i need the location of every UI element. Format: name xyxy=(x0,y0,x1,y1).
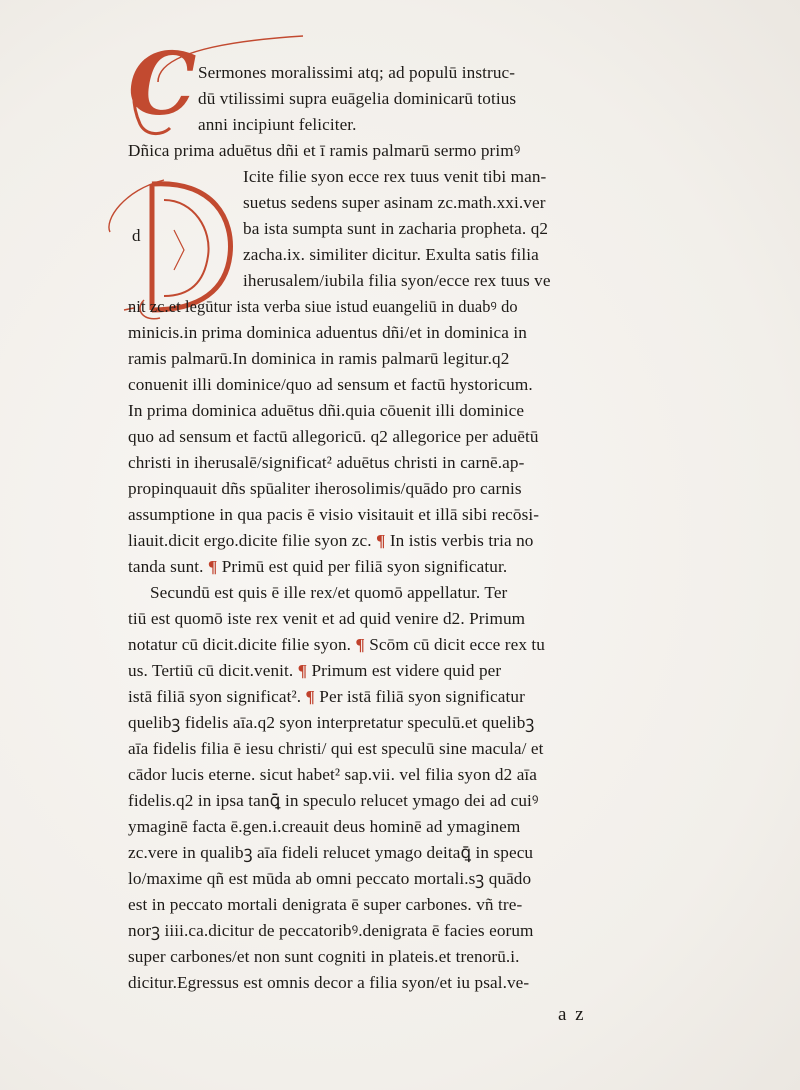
text-line: quo ad sensum et factū allegoricū. q2 allegorice per aduētū xyxy=(128,427,539,446)
paragraph-mark: ¶ xyxy=(355,635,365,654)
text-line: lo/maxime qñ est mūda ab omni peccato mortali.sꝫ quādo xyxy=(128,869,532,888)
text-line: cādor lucis eterne. sicut habet² sap.vii. vel filia syon d2 aīa xyxy=(128,765,538,784)
text-line: zc.vere in qualibꝫ aīa fideli relucet ymago deitaꝗ̄ in specu xyxy=(128,843,534,862)
text-line: notatur cū dicit.dicite filie syon. ¶ Scōm cū dicit ecce rex tu xyxy=(128,635,545,654)
text-line: zacha.ix. similiter dicitur. Exulta satis filia xyxy=(243,245,539,264)
text-line: super carbones/et non sunt cogniti in plateis.et trenorū.i. xyxy=(128,947,520,966)
text-line: istā filiā syon significat². ¶ Per istā filiā syon significatur xyxy=(128,687,525,706)
text-line: ramis palmarū.In dominica in ramis palmarū legitur.q2 xyxy=(128,349,510,368)
initial-c: C xyxy=(128,34,197,135)
text-line: norꝫ iiii.ca.dicitur de peccatoribꝰ.denigrata ē facies eorum xyxy=(128,921,534,940)
text-line: liauit.dicit ergo.dicite filie syon zc. ¶ In istis verbis tria no xyxy=(128,531,534,550)
text-line: dicitur.Egressus est omnis decor a filia syon/et iu psal.ve- xyxy=(128,973,530,992)
text-line: dū vtilissimi supra euāgelia dominicarū totius xyxy=(198,89,517,108)
text-line: Icite filie syon ecce rex tuus venit tibi man- xyxy=(243,167,547,186)
text-line: minicis.in prima dominica aduentus dñi/et in dominica in xyxy=(128,323,527,342)
text-line: propinquauit dñs spūaliter iherosolimis/quādo pro carnis xyxy=(128,479,522,498)
text-line: ymaginē facta ē.gen.i.creauit deus hominē ad ymaginem xyxy=(128,817,521,836)
text-line: nit zc.et legūtur ista verba siue istud euangeliū in duabꝰ do xyxy=(128,297,518,316)
text-line: suetus sedens super asinam zc.math.xxi.ver xyxy=(243,193,546,212)
text-line: anni incipiunt feliciter. xyxy=(198,115,357,134)
text-line: tanda sunt. ¶ Primū est quid per filiā syon significatur. xyxy=(128,557,508,576)
paragraph-mark: ¶ xyxy=(376,531,386,550)
text-line: iherusalem/iubila filia syon/ecce rex tuus ve xyxy=(243,271,551,290)
text-line: fidelis.q2 in ipsa tanꝗ̄ in speculo relucet ymago dei ad cuiꝰ xyxy=(128,791,539,810)
text-line: est in peccato mortali denigrata ē super carbones. vñ tre- xyxy=(128,895,523,914)
text-line: us. Tertiū cū dicit.venit. ¶ Primum est videre quid per xyxy=(128,661,502,680)
paragraph-mark: ¶ xyxy=(297,661,308,680)
marginal-letter: d xyxy=(132,226,141,245)
paragraph-mark: ¶ xyxy=(305,687,315,706)
text-line: ba ista sumpta sunt in zacharia propheta. q2 xyxy=(243,219,549,238)
text-line: assumptione in qua pacis ē visio visitauit et illā sibi recōsi- xyxy=(128,505,540,524)
text-line: christi in iherusalē/significat² aduētus christi in carnē.ap- xyxy=(128,453,525,472)
paragraph-mark: ¶ xyxy=(207,557,218,576)
signature-mark: a z xyxy=(558,1004,586,1025)
text-line: quelibꝫ fidelis aīa.q2 syon interpretatur speculū.et quelibꝫ xyxy=(128,713,535,732)
text-line: tiū est quomō iste rex venit et ad quid venire d2. Primum xyxy=(128,609,526,628)
text-line: Secundū est quis ē ille rex/et quomō appellatur. Ter xyxy=(150,583,508,602)
text-line: aīa fidelis filia ē iesu christi/ qui est speculū sine macula/ et xyxy=(128,739,544,758)
text-line: In prima dominica aduētus dñi.quia cōuenit illi dominice xyxy=(128,401,525,420)
text-line: conuenit illi dominice/quo ad sensum et factū hystoricum. xyxy=(128,375,533,394)
text-line: Sermones moralissimi atq; ad populū instruc- xyxy=(198,63,516,82)
text-line: Dñica prima aduētus dñi et ī ramis palmarū sermo primꝰ xyxy=(128,141,521,160)
